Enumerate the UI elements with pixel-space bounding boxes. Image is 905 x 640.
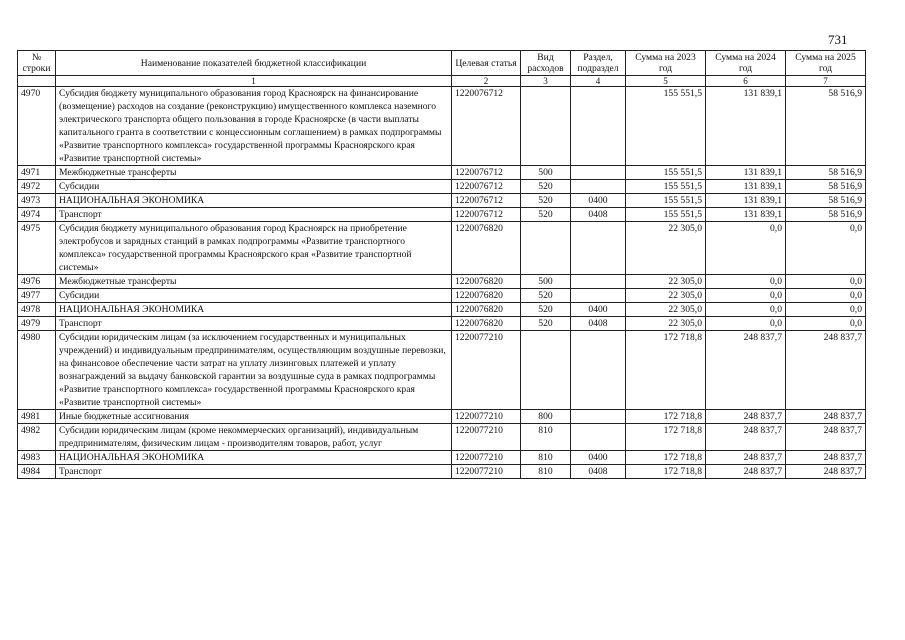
row-name: Субсидии юридическим лицам (за исключением государственных и муниципальных учреждений) и индивидуальным предпринимателям, осуществляющим воздушные перевозки, на финансовое обеспечение части затрат на уплату лизинговых платежей и уплату вознаграждений за выдачу банковской гарантии за воздушные суда в рамках подпрограммы «Развитие транспортного комплекса» государственной программы Красноярского края «Развитие транспортной системы» [56, 331, 452, 410]
row-name: Субсидии [56, 180, 452, 194]
sum-2024: 0,0 [706, 222, 786, 275]
row-name: Субсидии юридическим лицам (кроме некоммерческих организаций), индивидуальным предпринимателям, физическим лицам - производителям товаров, работ, услуг [56, 424, 452, 451]
sum-2024: 131 839,1 [706, 208, 786, 222]
row-name: Транспорт [56, 208, 452, 222]
row-name: Субсидия бюджету муниципального образования город Красноярск на финансирование (возмещение) расходов на создание (реконструкцию) имущественного комплекса наземного электрического транспорта общего пользования в городе Красноярске (в части выплаты капитального гранта в соответствии с концессионным соглашением) в рамках подпрограммы «Развитие транспортного комплекса» государственной программы Красноярского края «Развитие транспортной системы» [56, 87, 452, 166]
column-number: 3 [521, 76, 571, 87]
target-article: 1220077210 [452, 424, 521, 451]
row-number: 4973 [18, 194, 56, 208]
row-name: Межбюджетные трансферты [56, 275, 452, 289]
row-name: Субсидии [56, 289, 452, 303]
sum-2023: 155 551,5 [626, 87, 706, 166]
sum-2023: 22 305,0 [626, 303, 706, 317]
sum-2025: 58 516,9 [786, 194, 866, 208]
row-name: Транспорт [56, 465, 452, 479]
header-name: Наименование показателей бюджетной классификации [56, 51, 452, 76]
target-article: 1220076820 [452, 317, 521, 331]
sum-2023: 22 305,0 [626, 289, 706, 303]
target-article: 1220077210 [452, 410, 521, 424]
sum-2025: 248 837,7 [786, 424, 866, 451]
sum-2025: 58 516,9 [786, 208, 866, 222]
target-article: 1220076820 [452, 275, 521, 289]
sum-2024: 248 837,7 [706, 451, 786, 465]
expense-type: 520 [521, 289, 571, 303]
sum-2023: 172 718,8 [626, 465, 706, 479]
section-code [571, 331, 626, 410]
row-name: НАЦИОНАЛЬНАЯ ЭКОНОМИКА [56, 303, 452, 317]
table-body [18, 87, 866, 479]
sum-2024: 248 837,7 [706, 331, 786, 410]
sum-2024: 131 839,1 [706, 166, 786, 180]
section-code [571, 180, 626, 194]
column-number: 2 [452, 76, 521, 87]
expense-type: 500 [521, 275, 571, 289]
sum-2023: 155 551,5 [626, 208, 706, 222]
row-name: Субсидия бюджету муниципального образования город Красноярск на приобретение электробусов и зарядных станций в рамках подпрограммы «Развитие транспортного комплекса» государственной программы Красноярского края «Развитие транспортной системы» [56, 222, 452, 275]
sum-2025: 248 837,7 [786, 465, 866, 479]
section-code [571, 222, 626, 275]
section-code [571, 289, 626, 303]
row-number: 4980 [18, 331, 56, 410]
sum-2025: 248 837,7 [786, 451, 866, 465]
section-code [571, 424, 626, 451]
section-code: 0408 [571, 465, 626, 479]
sum-2024: 248 837,7 [706, 465, 786, 479]
table-row [18, 410, 866, 424]
column-number: 7 [786, 76, 866, 87]
section-code [571, 275, 626, 289]
column-number: 5 [626, 76, 706, 87]
sum-2024: 0,0 [706, 289, 786, 303]
table-row [18, 303, 866, 317]
row-number: 4975 [18, 222, 56, 275]
sum-2025: 248 837,7 [786, 410, 866, 424]
target-article: 1220076712 [452, 87, 521, 166]
column-number: 6 [706, 76, 786, 87]
expense-type: 520 [521, 208, 571, 222]
table-row [18, 289, 866, 303]
target-article: 1220077210 [452, 331, 521, 410]
table-row [18, 424, 866, 451]
row-number: 4976 [18, 275, 56, 289]
sum-2023: 155 551,5 [626, 194, 706, 208]
sum-2025: 248 837,7 [786, 331, 866, 410]
section-code: 0408 [571, 208, 626, 222]
sum-2024: 0,0 [706, 303, 786, 317]
table-row [18, 194, 866, 208]
sum-2024: 0,0 [706, 317, 786, 331]
sum-2024: 131 839,1 [706, 180, 786, 194]
target-article: 1220076820 [452, 303, 521, 317]
row-number: 4981 [18, 410, 56, 424]
sum-2023: 172 718,8 [626, 424, 706, 451]
budget-table [17, 50, 866, 479]
column-number: 4 [571, 76, 626, 87]
row-name: Иные бюджетные ассигнования [56, 410, 452, 424]
row-number: 4982 [18, 424, 56, 451]
table-row [18, 275, 866, 289]
section-code: 0400 [571, 451, 626, 465]
expense-type: 810 [521, 465, 571, 479]
target-article: 1220076712 [452, 166, 521, 180]
sum-2024: 131 839,1 [706, 87, 786, 166]
expense-type: 810 [521, 451, 571, 465]
sum-2023: 22 305,0 [626, 222, 706, 275]
page-number: 731 [828, 32, 848, 47]
row-number: 4970 [18, 87, 56, 166]
table-header [18, 51, 866, 87]
row-number: 4984 [18, 465, 56, 479]
row-number: 4971 [18, 166, 56, 180]
expense-type: 520 [521, 317, 571, 331]
section-code: 0408 [571, 317, 626, 331]
expense-type [521, 87, 571, 166]
target-article: 1220076820 [452, 222, 521, 275]
sum-2025: 58 516,9 [786, 180, 866, 194]
sum-2023: 22 305,0 [626, 317, 706, 331]
row-number: 4978 [18, 303, 56, 317]
sum-2023: 172 718,8 [626, 451, 706, 465]
row-name: Межбюджетные трансферты [56, 166, 452, 180]
sum-2023: 155 551,5 [626, 180, 706, 194]
header-target: Целевая статья [452, 51, 521, 76]
sum-2023: 172 718,8 [626, 331, 706, 410]
sum-2023: 155 551,5 [626, 166, 706, 180]
target-article: 1220077210 [452, 465, 521, 479]
row-number: 4972 [18, 180, 56, 194]
sum-2024: 0,0 [706, 275, 786, 289]
expense-type: 810 [521, 424, 571, 451]
section-code: 0400 [571, 194, 626, 208]
target-article: 1220076712 [452, 180, 521, 194]
header-row-no: № строки [18, 51, 56, 76]
section-code [571, 410, 626, 424]
expense-type: 520 [521, 194, 571, 208]
row-number: 4979 [18, 317, 56, 331]
header-sum-2023: Сумма на 2023 год [626, 51, 706, 76]
row-name: НАЦИОНАЛЬНАЯ ЭКОНОМИКА [56, 451, 452, 465]
header-section: Раздел, подраздел [571, 51, 626, 76]
header-sum-2025: Сумма на 2025 год [786, 51, 866, 76]
sum-2025: 0,0 [786, 289, 866, 303]
sum-2024: 248 837,7 [706, 410, 786, 424]
target-article: 1220077210 [452, 451, 521, 465]
target-article: 1220076820 [452, 289, 521, 303]
header-sum-2024: Сумма на 2024 год [706, 51, 786, 76]
row-number: 4977 [18, 289, 56, 303]
sum-2025: 0,0 [786, 303, 866, 317]
expense-type: 800 [521, 410, 571, 424]
section-code [571, 166, 626, 180]
table-row [18, 451, 866, 465]
section-code: 0400 [571, 303, 626, 317]
row-name: НАЦИОНАЛЬНАЯ ЭКОНОМИКА [56, 194, 452, 208]
sum-2024: 248 837,7 [706, 424, 786, 451]
header-expense-type: Вид расходов [521, 51, 571, 76]
table-row [18, 465, 866, 479]
sum-2025: 58 516,9 [786, 87, 866, 166]
sum-2025: 58 516,9 [786, 166, 866, 180]
row-number: 4983 [18, 451, 56, 465]
expense-type: 520 [521, 303, 571, 317]
expense-type [521, 222, 571, 275]
table-row [18, 208, 866, 222]
sum-2025: 0,0 [786, 222, 866, 275]
table-row [18, 317, 866, 331]
sum-2023: 22 305,0 [626, 275, 706, 289]
sum-2025: 0,0 [786, 317, 866, 331]
table-row [18, 166, 866, 180]
sum-2025: 0,0 [786, 275, 866, 289]
table-row [18, 180, 866, 194]
table-row [18, 331, 866, 410]
section-code [571, 87, 626, 166]
table-row [18, 222, 866, 275]
row-name: Транспорт [56, 317, 452, 331]
expense-type [521, 331, 571, 410]
column-number [18, 76, 56, 87]
expense-type: 520 [521, 180, 571, 194]
expense-type: 500 [521, 166, 571, 180]
row-number: 4974 [18, 208, 56, 222]
table-row [18, 87, 866, 166]
target-article: 1220076712 [452, 208, 521, 222]
column-number: 1 [56, 76, 452, 87]
target-article: 1220076712 [452, 194, 521, 208]
sum-2024: 131 839,1 [706, 194, 786, 208]
sum-2023: 172 718,8 [626, 410, 706, 424]
